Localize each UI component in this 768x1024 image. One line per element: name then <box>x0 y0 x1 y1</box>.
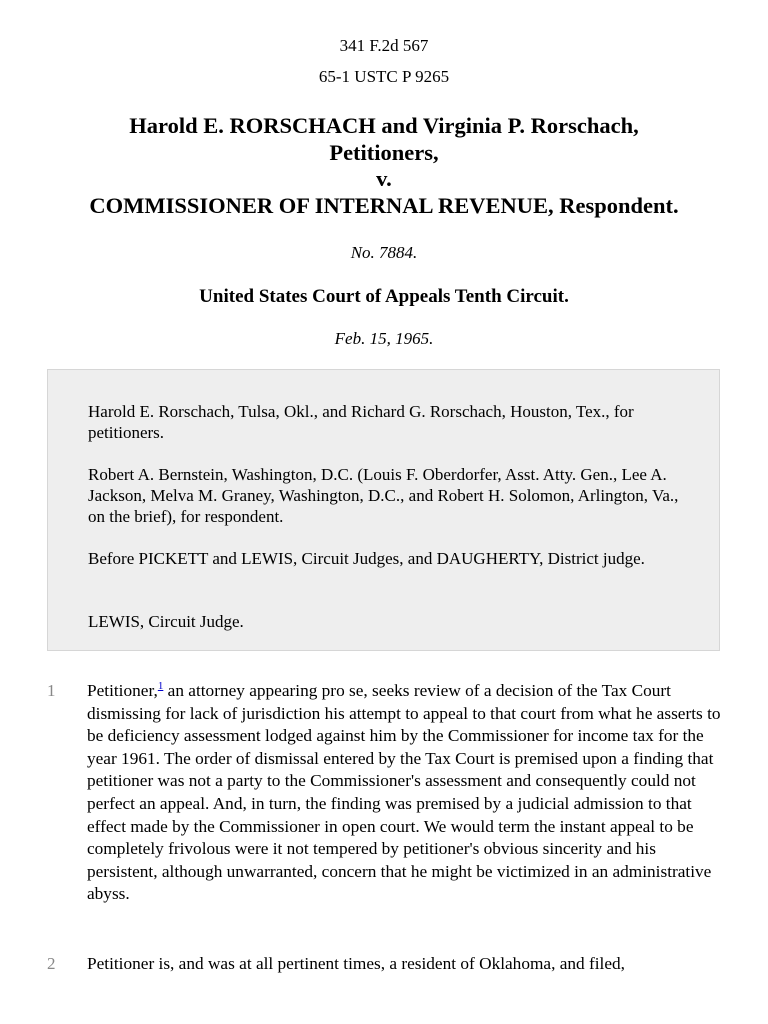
tax-citation: 65-1 USTC P 9265 <box>318 67 450 86</box>
caption-respondent: COMMISSIONER OF INTERNAL REVENUE, Respondent. <box>89 192 679 218</box>
decision-date: Feb. 15, 1965. <box>334 329 434 348</box>
paragraph-lead: Petitioner, <box>87 681 158 700</box>
panel-judges: Before PICKETT and LEWIS, Circuit Judges, and DAUGHERTY, District judge. <box>88 549 645 568</box>
paragraph-number: 2 <box>47 954 56 973</box>
counsel-petitioners: Harold E. Rorschach, Tulsa, Okl., and Richard G. Rorschach, Houston, Tex., for petitioners. <box>88 402 634 442</box>
opinion-paragraph <box>87 680 727 906</box>
caption-petitioners-names: Harold E. RORSCHACH and Virginia P. Rorschach, <box>129 113 639 138</box>
footnote-link[interactable]: 1 <box>157 680 164 693</box>
counsel-block <box>47 369 720 651</box>
reporter-citation: 341 F.2d 567 <box>339 36 429 55</box>
caption-versus: v. <box>376 166 392 191</box>
paragraph-body: an attorney appearing pro se, seeks review of a decision of the Tax Court dismissing for lack of jurisdiction his attempt to appeal to that court from what he asserts to be deficiency assessment lodged against him by the Commissioner for income tax for the year 1961. The order of dismissal entered by the Tax Court is premised upon a finding that petitioner was not a party to the Commissioner's assessment and consequently could not perfect an appeal. And, in turn, the finding was premised by a judicial admission to that effect made by the Commissioner in open court. We would term the instant appeal to be completely frivolous were it not tempered by petitioner's obvious sincerity and his persistent, although unwarranted, concern that he might be victimized in an administrative abyss. <box>87 681 721 904</box>
opinion-author: LEWIS, Circuit Judge. <box>88 612 244 631</box>
caption-petitioners-role: Petitioners, <box>329 139 439 165</box>
opinion-paragraph: Petitioner is, and was at all pertinent times, a resident of Oklahoma, and filed, <box>87 954 625 973</box>
case-caption <box>0 113 768 219</box>
docket-number: No. 7884. <box>350 243 418 262</box>
counsel-respondent: Robert A. Bernstein, Washington, D.C. (Louis F. Oberdorfer, Asst. Atty. Gen., Lee A. Jackson, Melva M. Graney, Washington, D.C., and Robert H. Solomon, Arlington, Va., on the brief), for respondent. <box>88 465 679 526</box>
court-name: United States Court of Appeals Tenth Circuit. <box>199 286 569 307</box>
paragraph-number: 1 <box>47 681 56 700</box>
